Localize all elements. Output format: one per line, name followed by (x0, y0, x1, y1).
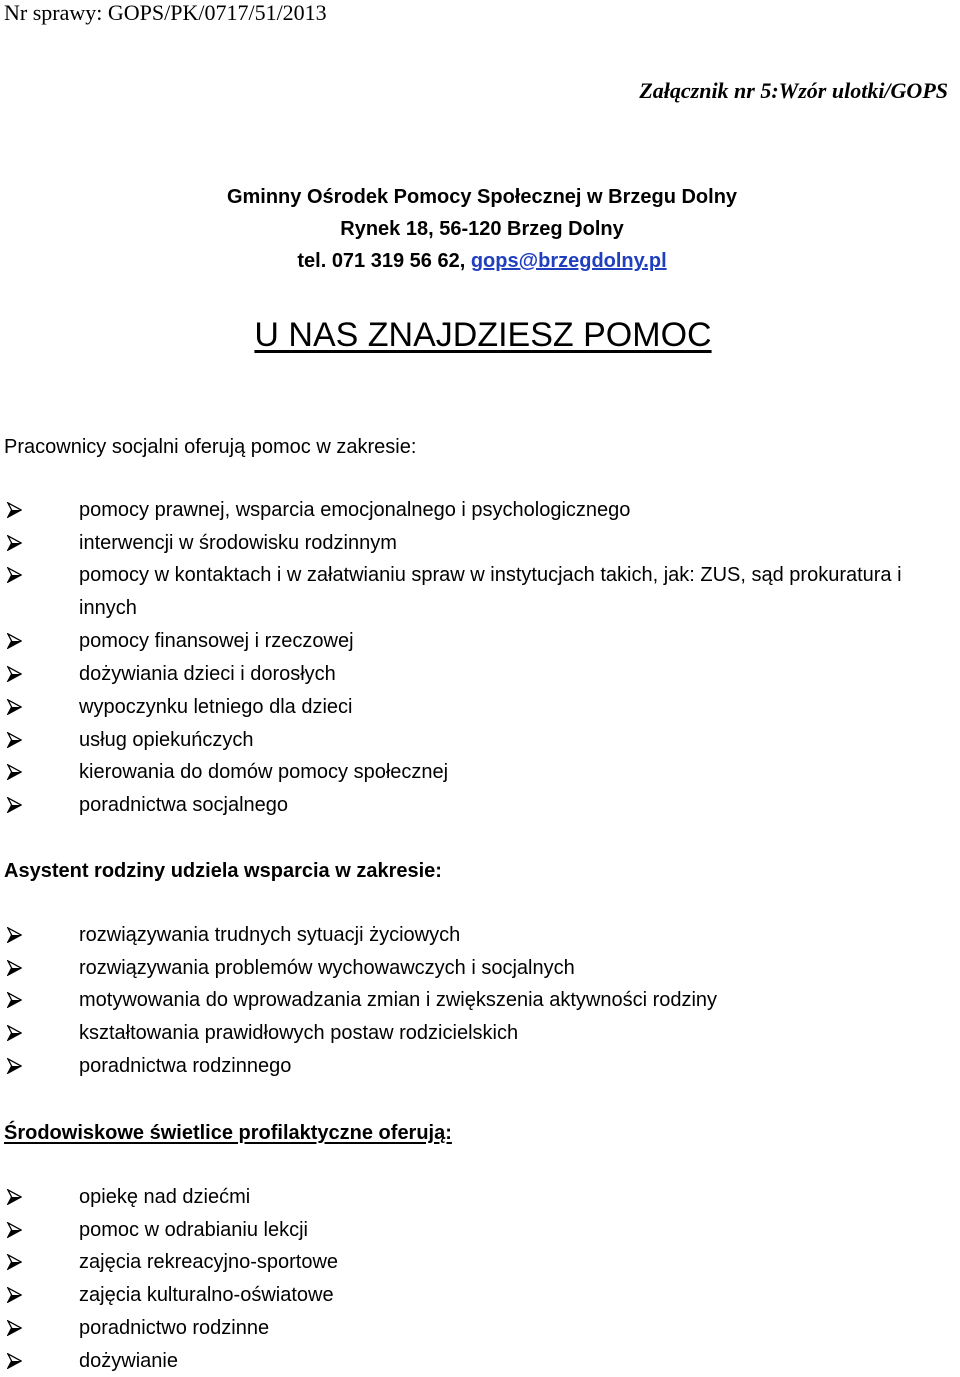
list-item (0, 1017, 960, 1050)
list-item (0, 527, 960, 560)
family-assistant-list (0, 919, 960, 1083)
list-item-text: zajęcia kulturalno-oświatowe (79, 1284, 334, 1307)
list-item (0, 789, 960, 822)
list-item-text: rozwiązywania problemów wychowawczych i socjalnych (79, 956, 575, 979)
contact-block (0, 181, 960, 277)
list-item (0, 1050, 960, 1083)
section-heading-social-workers: Pracownicy socjalni oferują pomoc w zakresie: (4, 436, 417, 458)
list-item (0, 1246, 960, 1279)
list-item (0, 952, 960, 985)
case-number: Nr sprawy: GOPS/PK/0717/51/2013 (4, 0, 327, 25)
attachment-label: Załącznik nr 5:Wzór ulotki/GOPS (639, 78, 948, 103)
list-item-text: motywowania do wprowadzania zmian i zwiększenia aktywności rodziny (79, 989, 718, 1012)
list-item (0, 658, 960, 691)
community-centers-list (0, 1181, 960, 1377)
list-item-text: kierowania do domów pomocy społecznej (79, 761, 449, 784)
list-item-text: dożywianie (79, 1349, 178, 1372)
list-item (0, 984, 960, 1017)
list-item-text: wypoczynku letniego dla dzieci (79, 695, 353, 718)
list-item (0, 724, 960, 757)
list-item (0, 494, 960, 527)
list-item (0, 1345, 960, 1377)
list-item (0, 756, 960, 789)
list-item (0, 919, 960, 952)
list-item-text: poradnictwa rodzinnego (79, 1054, 292, 1077)
list-item-text: pomocy finansowej i rzeczowej (79, 630, 354, 653)
list-item-text: poradnictwo rodzinne (79, 1316, 270, 1339)
list-item-text: usług opiekuńczych (79, 728, 254, 751)
list-item (0, 559, 960, 625)
list-item-text: kształtowania prawidłowych postaw rodzicielskich (79, 1022, 519, 1045)
phone-number: tel. 071 319 56 62, (297, 250, 471, 272)
list-item (0, 625, 960, 658)
list-item-text: dożywiania dzieci i dorosłych (79, 663, 336, 686)
organization-name: Gminny Ośrodek Pomocy Społecznej w Brzegu Dolny (226, 186, 738, 208)
social-workers-list (0, 494, 960, 822)
page-title: U NAS ZNAJDZIESZ POMOC (254, 316, 712, 354)
email-link[interactable]: gops@brzegdolny.pl (470, 250, 667, 272)
section-heading-community-centers: Środowiskowe świetlice profilaktyczne oferują: (4, 1122, 452, 1144)
list-item-text: rozwiązywania trudnych sytuacji życiowych (79, 924, 461, 946)
list-item-text: interwencji w środowisku rodzinnym (79, 531, 397, 554)
list-item-text: pomocy prawnej, wsparcia emocjonalnego i psychologicznego (79, 499, 631, 521)
list-item-text: poradnictwa socjalnego (79, 793, 289, 816)
list-item (0, 1181, 960, 1214)
organization-address: Rynek 18, 56-120 Brzeg Dolny (340, 218, 624, 240)
list-item (0, 1214, 960, 1247)
list-item-text: opiekę nad dziećmi (79, 1186, 251, 1208)
list-item-text: pomocy w kontaktach i w załatwianiu spraw w instytucjach takich, jak: ZUS, sąd prokuratura i innych (79, 564, 902, 620)
list-item (0, 1279, 960, 1312)
list-item-text: pomoc w odrabianiu lekcji (79, 1218, 309, 1241)
list-item (0, 691, 960, 724)
list-item (0, 1312, 960, 1345)
contact-line (0, 245, 960, 277)
list-item-text: zajęcia rekreacyjno-sportowe (79, 1251, 339, 1274)
section-heading-family-assistant: Asystent rodziny udziela wsparcia w zakresie: (4, 860, 442, 882)
